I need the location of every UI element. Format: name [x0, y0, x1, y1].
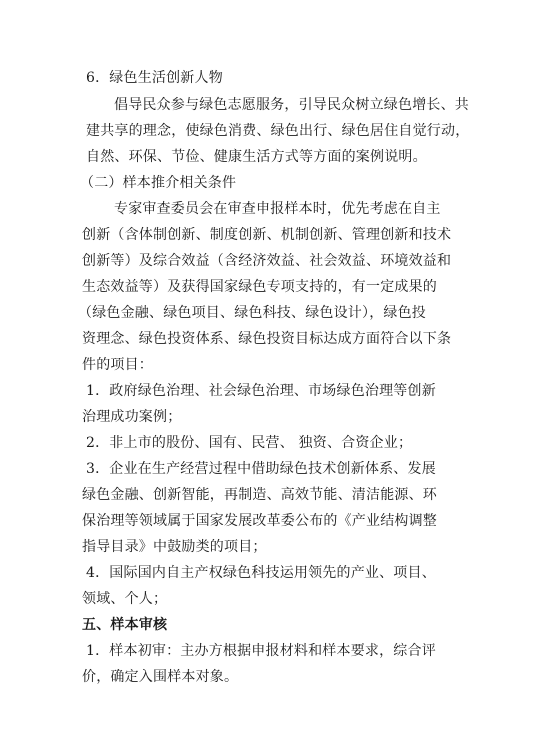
paragraph-line: 自然、环保、节俭、健康生活方式等方面的案例说明。	[86, 149, 427, 165]
paragraph-line: 建共享的理念，使绿色消费、绿色出行、绿色居住自觉行动，	[86, 123, 470, 139]
list-item-3-cont: 指导目录》中鼓励类的项目；	[82, 539, 267, 555]
review-item-1: 1．样本初审：主办方根据申报材料和样本要求，综合评	[86, 643, 436, 659]
section-heading-5: 五、样本审核	[82, 617, 168, 633]
paragraph-line: 专家审查委员会在审查申报样本时，优先考虑在自主	[114, 201, 441, 217]
list-item-1-cont: 治理成功案例；	[82, 409, 182, 425]
section-heading-2: （二）样本推介相关条件	[80, 175, 237, 191]
paragraph-line: 件的项目：	[82, 357, 153, 373]
paragraph-line: 创新（含体制创新、制度创新、机制创新、管理创新和技术	[82, 227, 452, 243]
list-item-2: 2．非上市的股份、国有、民营、 独资、合资企业；	[86, 435, 413, 451]
list-item-3: 3．企业在生产经营过程中借助绿色技术创新体系、发展	[86, 461, 436, 477]
review-item-1-cont: 价，确定入围样本对象。	[82, 669, 239, 685]
list-item-4-cont: 领域、个人；	[82, 591, 168, 607]
paragraph-line: 资理念、绿色投资体系、绿色投资目标达成方面符合以下条	[82, 331, 452, 347]
list-item-1: 1．政府绿色治理、社会绿色治理、市场绿色治理等创新	[86, 383, 436, 399]
list-item-4: 4．国际国内自主产权绿色科技运用领先的产业、项目、	[86, 565, 436, 581]
list-item-3-cont: 保治理等领域属于国家发展改革委公布的《产业结构调整	[82, 513, 437, 529]
item-heading-6: 6．绿色生活创新人物	[86, 70, 223, 86]
list-item-3-cont: 绿色金融、创新智能，再制造、高效节能、清洁能源、环	[82, 487, 437, 503]
paragraph-line: 创新等）及综合效益（含经济效益、社会效益、环境效益和	[82, 253, 452, 269]
paragraph-line: 生态效益等）及获得国家绿色专项支持的，有一定成果的	[82, 279, 437, 295]
paragraph-line: （绿色金融、绿色项目、绿色科技、绿色设计），绿色投	[78, 305, 426, 321]
paragraph-line: 倡导民众参与绿色志愿服务，引导民众树立绿色增长、共	[114, 97, 469, 113]
